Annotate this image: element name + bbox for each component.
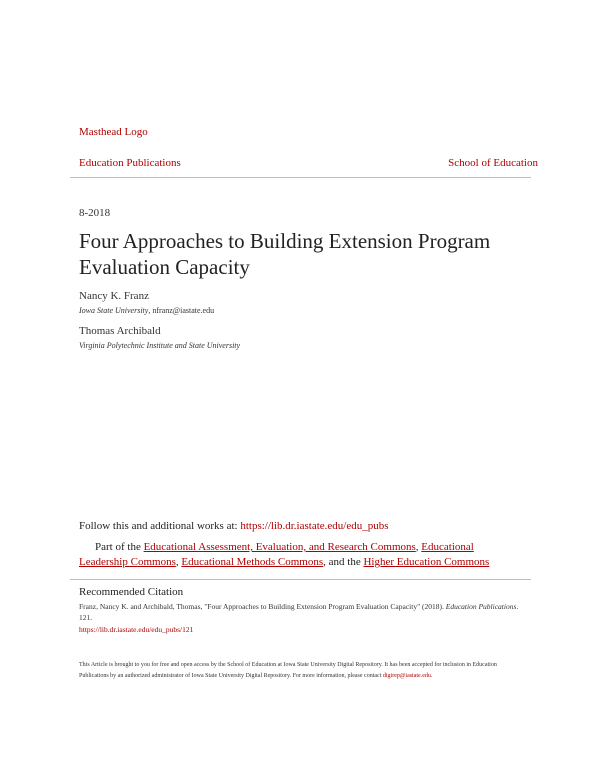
follow-line bbox=[79, 520, 389, 532]
separator: , and the bbox=[323, 556, 364, 568]
commons-link-methods[interactable]: Educational Methods Commons bbox=[181, 556, 324, 568]
part-of-prefix: Part of the bbox=[95, 541, 144, 553]
part-of-commons bbox=[79, 540, 519, 570]
citation-url-link[interactable]: https://lib.dr.iastate.edu/edu_pubs/121 bbox=[79, 625, 194, 634]
paper-title: Four Approaches to Building Extension Program Evaluation Capacity bbox=[79, 229, 491, 279]
citation-suffix: . 121. bbox=[79, 602, 519, 622]
header-divider bbox=[70, 177, 531, 178]
education-publications-link[interactable]: Education Publications bbox=[79, 157, 181, 169]
masthead-logo-link[interactable]: Masthead Logo bbox=[79, 126, 148, 138]
commons-link-leadership[interactable]: Educational Leadership Commons bbox=[79, 541, 474, 568]
separator: , bbox=[175, 556, 182, 568]
author-name: Nancy K. Franz bbox=[79, 290, 149, 302]
footer-notice bbox=[79, 660, 519, 682]
follow-url-link[interactable]: https://lib.dr.iastate.edu/edu_pubs bbox=[240, 520, 389, 532]
author-affiliation bbox=[79, 341, 240, 350]
follow-prefix: Follow this and additional works at: bbox=[79, 520, 241, 532]
footer-text: This Article is brought to you for free and open access by the School of Education at Iowa State University Digital Repository. It has been accepted for inclusion in Education Publications by an authorized administrator of Iowa State University Digital Repository. For more information, please contact bbox=[79, 662, 497, 679]
recommended-citation-heading: Recommended Citation bbox=[79, 586, 184, 598]
affiliation-text: Iowa State University bbox=[79, 306, 149, 315]
citation-text bbox=[79, 601, 519, 623]
publication-date: 8-2018 bbox=[79, 207, 111, 219]
author-name: Thomas Archibald bbox=[79, 325, 161, 337]
separator: , bbox=[415, 541, 422, 553]
commons-link-assessment[interactable]: Educational Assessment, Evaluation, and Research Commons bbox=[143, 541, 416, 553]
school-of-education-link[interactable]: School of Education bbox=[448, 157, 538, 169]
citation-divider bbox=[70, 579, 531, 580]
commons-link-higher-education[interactable]: Higher Education Commons bbox=[363, 556, 490, 568]
author-affiliation bbox=[79, 306, 214, 315]
citation-body: Franz, Nancy K. and Archibald, Thomas, "Four Approaches to Building Extension Program Evaluation Capacity" (2018). bbox=[79, 602, 446, 611]
contact-email-link[interactable]: digirep@iastate.edu bbox=[382, 673, 431, 679]
citation-journal: Education Publications bbox=[445, 602, 517, 611]
footer-end: . bbox=[430, 673, 433, 679]
author-email: , nfranz@iastate.edu bbox=[148, 306, 215, 315]
affiliation-text: Virginia Polytechnic Institute and State University bbox=[79, 341, 241, 350]
